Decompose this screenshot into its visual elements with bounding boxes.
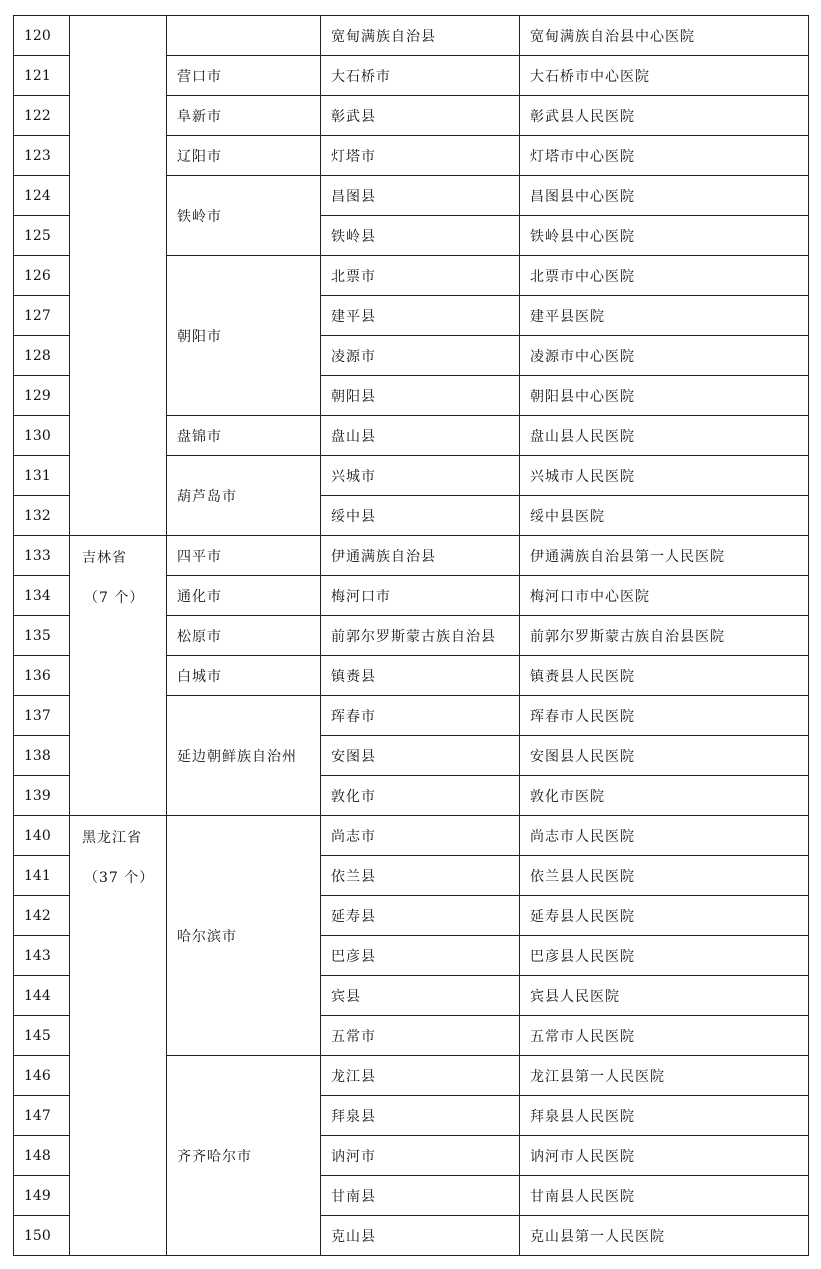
city-cell: 铁岭市 [167, 176, 321, 256]
row-number: 135 [14, 616, 70, 656]
row-number: 125 [14, 216, 70, 256]
hospital-cell: 盘山县人民医院 [520, 416, 809, 456]
city-cell [167, 16, 321, 56]
hospital-cell: 镇赉县人民医院 [520, 656, 809, 696]
hospital-cell: 安图县人民医院 [520, 736, 809, 776]
row-number: 138 [14, 736, 70, 776]
county-cell: 珲春市 [321, 696, 520, 736]
hospital-cell: 拜泉县人民医院 [520, 1096, 809, 1136]
row-number: 140 [14, 816, 70, 856]
county-cell: 克山县 [321, 1216, 520, 1256]
row-number: 143 [14, 936, 70, 976]
county-cell: 灯塔市 [321, 136, 520, 176]
province-count: （7 个） [84, 590, 145, 606]
hospital-cell: 兴城市人民医院 [520, 456, 809, 496]
row-number: 133 [14, 536, 70, 576]
row-number: 122 [14, 96, 70, 136]
row-number: 123 [14, 136, 70, 176]
county-cell: 昌图县 [321, 176, 520, 216]
county-cell: 宽甸满族自治县 [321, 16, 520, 56]
hospital-cell: 铁岭县中心医院 [520, 216, 809, 256]
row-number: 130 [14, 416, 70, 456]
row-number: 144 [14, 976, 70, 1016]
county-cell: 龙江县 [321, 1056, 520, 1096]
city-cell: 营口市 [167, 56, 321, 96]
row-number: 147 [14, 1096, 70, 1136]
hospital-cell: 甘南县人民医院 [520, 1176, 809, 1216]
hospital-cell: 依兰县人民医院 [520, 856, 809, 896]
hospital-cell: 宽甸满族自治县中心医院 [520, 16, 809, 56]
hospital-cell: 彰武县人民医院 [520, 96, 809, 136]
county-cell: 讷河市 [321, 1136, 520, 1176]
county-cell: 凌源市 [321, 336, 520, 376]
city-cell: 松原市 [167, 616, 321, 656]
row-number: 129 [14, 376, 70, 416]
county-cell: 兴城市 [321, 456, 520, 496]
county-cell: 北票市 [321, 256, 520, 296]
row-number: 141 [14, 856, 70, 896]
county-cell: 甘南县 [321, 1176, 520, 1216]
county-cell: 伊通满族自治县 [321, 536, 520, 576]
row-number: 120 [14, 16, 70, 56]
row-number: 127 [14, 296, 70, 336]
city-cell: 朝阳市 [167, 256, 321, 416]
city-cell: 葫芦岛市 [167, 456, 321, 536]
hospital-cell: 灯塔市中心医院 [520, 136, 809, 176]
row-number: 150 [14, 1216, 70, 1256]
hospital-cell: 伊通满族自治县第一人民医院 [520, 536, 809, 576]
hospital-cell: 五常市人民医院 [520, 1016, 809, 1056]
row-number: 148 [14, 1136, 70, 1176]
hospital-cell: 朝阳县中心医院 [520, 376, 809, 416]
city-cell: 延边朝鲜族自治州 [167, 696, 321, 816]
county-cell: 延寿县 [321, 896, 520, 936]
hospital-cell: 克山县第一人民医院 [520, 1216, 809, 1256]
row-number: 131 [14, 456, 70, 496]
hospital-cell: 北票市中心医院 [520, 256, 809, 296]
row-number: 137 [14, 696, 70, 736]
hospital-cell: 大石桥市中心医院 [520, 56, 809, 96]
province-name: 吉林省 [82, 550, 127, 566]
row-number: 146 [14, 1056, 70, 1096]
county-cell: 敦化市 [321, 776, 520, 816]
county-cell: 大石桥市 [321, 56, 520, 96]
row-number: 121 [14, 56, 70, 96]
city-cell: 四平市 [167, 536, 321, 576]
table-row [14, 536, 809, 576]
province-name: 黑龙江省 [82, 830, 142, 846]
county-cell: 彰武县 [321, 96, 520, 136]
city-cell: 通化市 [167, 576, 321, 616]
city-cell: 齐齐哈尔市 [167, 1056, 321, 1256]
county-cell: 五常市 [321, 1016, 520, 1056]
row-number: 128 [14, 336, 70, 376]
row-number: 136 [14, 656, 70, 696]
hospital-cell: 讷河市人民医院 [520, 1136, 809, 1176]
row-number: 134 [14, 576, 70, 616]
province-cell [70, 816, 167, 1256]
county-cell: 盘山县 [321, 416, 520, 456]
table-body [14, 16, 809, 1256]
county-cell: 安图县 [321, 736, 520, 776]
county-cell: 依兰县 [321, 856, 520, 896]
county-cell: 绥中县 [321, 496, 520, 536]
county-cell: 尚志市 [321, 816, 520, 856]
table-row [14, 16, 809, 56]
hospital-cell: 尚志市人民医院 [520, 816, 809, 856]
county-cell: 巴彦县 [321, 936, 520, 976]
row-number: 142 [14, 896, 70, 936]
county-cell: 镇赉县 [321, 656, 520, 696]
row-number: 139 [14, 776, 70, 816]
hospital-cell: 珲春市人民医院 [520, 696, 809, 736]
hospital-cell: 绥中县医院 [520, 496, 809, 536]
province-cell [70, 536, 167, 816]
hospital-cell: 延寿县人民医院 [520, 896, 809, 936]
hospital-cell: 巴彦县人民医院 [520, 936, 809, 976]
county-cell: 朝阳县 [321, 376, 520, 416]
hospital-cell: 敦化市医院 [520, 776, 809, 816]
city-cell: 辽阳市 [167, 136, 321, 176]
city-cell: 白城市 [167, 656, 321, 696]
hospital-cell: 梅河口市中心医院 [520, 576, 809, 616]
county-cell: 建平县 [321, 296, 520, 336]
hospital-cell: 建平县医院 [520, 296, 809, 336]
hospital-cell: 前郭尔罗斯蒙古族自治县医院 [520, 616, 809, 656]
row-number: 126 [14, 256, 70, 296]
province-count: （37 个） [84, 870, 155, 886]
county-cell: 宾县 [321, 976, 520, 1016]
hospital-cell: 昌图县中心医院 [520, 176, 809, 216]
county-cell: 前郭尔罗斯蒙古族自治县 [321, 616, 520, 656]
province-cell [70, 16, 167, 536]
row-number: 145 [14, 1016, 70, 1056]
city-cell: 盘锦市 [167, 416, 321, 456]
city-cell: 哈尔滨市 [167, 816, 321, 1056]
county-cell: 拜泉县 [321, 1096, 520, 1136]
row-number: 132 [14, 496, 70, 536]
county-cell: 梅河口市 [321, 576, 520, 616]
table-row [14, 816, 809, 856]
row-number: 124 [14, 176, 70, 216]
hospital-cell: 龙江县第一人民医院 [520, 1056, 809, 1096]
hospital-cell: 凌源市中心医院 [520, 336, 809, 376]
hospital-list-table [13, 15, 809, 1256]
city-cell: 阜新市 [167, 96, 321, 136]
county-cell: 铁岭县 [321, 216, 520, 256]
row-number: 149 [14, 1176, 70, 1216]
hospital-cell: 宾县人民医院 [520, 976, 809, 1016]
